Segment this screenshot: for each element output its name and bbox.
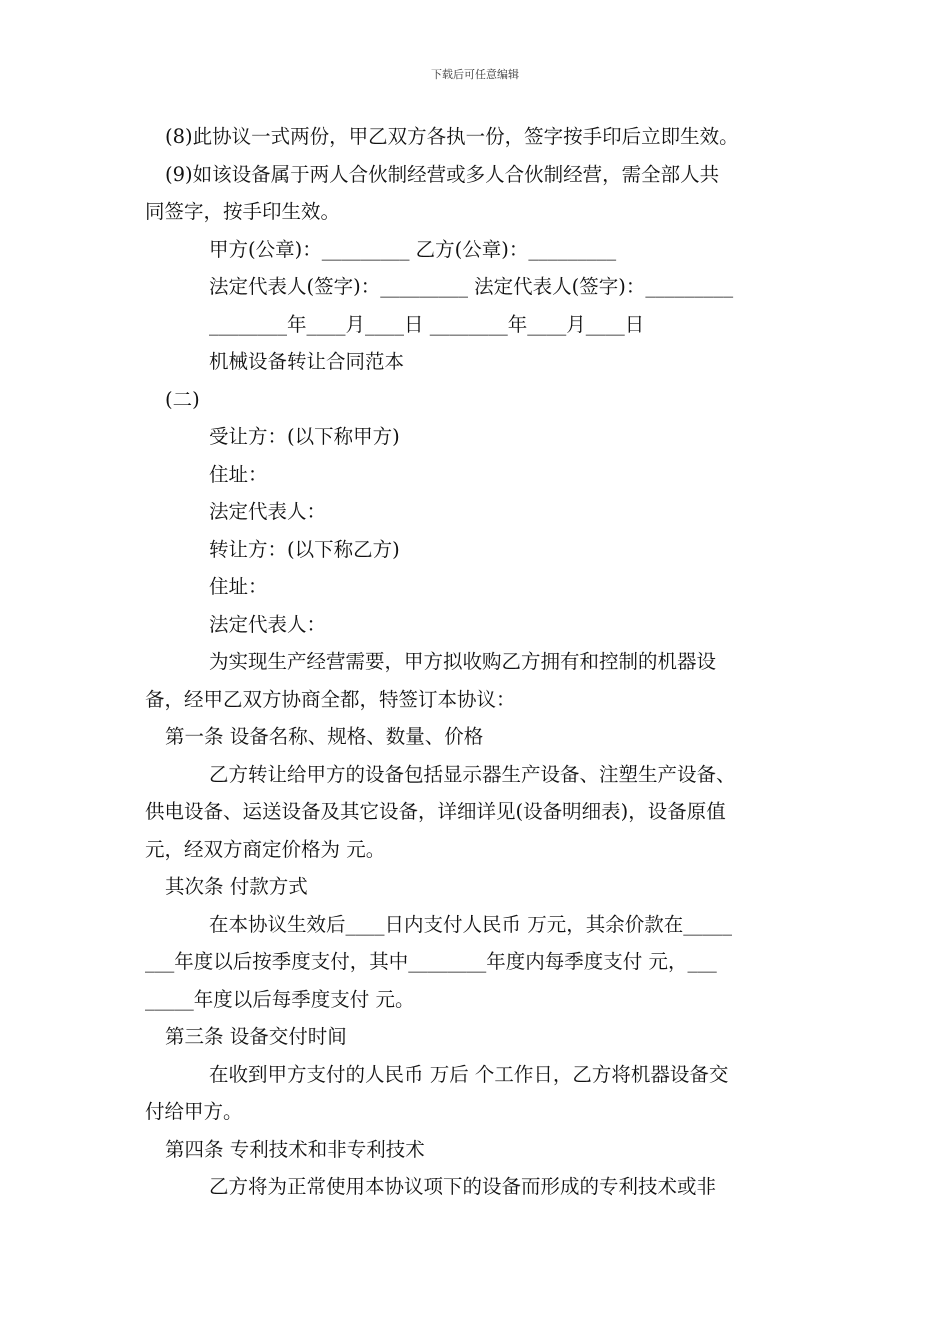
party-a-representative: 法定代表人：	[209, 500, 327, 523]
party-b-label: 转让方：(以下称乙方)	[209, 537, 400, 561]
page-header: 下载后可任意编辑	[431, 68, 519, 81]
article-4-line-1: 乙方将为正常使用本协议项下的设备而形成的专利技术或非	[209, 1175, 717, 1198]
party-b-representative: 法定代表人：	[209, 612, 327, 636]
seal-line: 甲方(公章)：_________ 乙方(公章)：_________	[209, 237, 617, 261]
article-1-line-3: 元，经双方商定价格为 元。	[145, 837, 386, 861]
clause-9-line-1: (9)如该设备属于两人合伙制经营或多人合伙制经营，需全部人共	[165, 162, 720, 186]
article-2-line-3: _____年度以后每季度支付 元。	[145, 987, 415, 1011]
article-2-heading: 其次条 付款方式	[165, 875, 308, 898]
preamble-line-2: 备，经甲乙双方协商全都，特签订本协议：	[145, 687, 516, 711]
section-title: 机械设备转让合同范本	[209, 350, 405, 373]
article-2-line-1: 在本协议生效后____日内支付人民币 万元，其余价款在_____	[209, 912, 732, 936]
clause-9-line-2: 同签字，按手印生效。	[145, 200, 341, 223]
preamble-line-1: 为实现生产经营需要，甲方拟收购乙方拥有和控制的机器设	[209, 650, 717, 673]
party-a-label: 受让方：(以下称甲方)	[209, 425, 400, 448]
article-3-heading: 第三条 设备交付时间	[165, 1025, 347, 1048]
article-2-line-2: ___年度以后按季度支付，其中________年度内每季度支付 元，___	[145, 950, 717, 973]
section-number: (二)	[165, 387, 200, 411]
party-b-address: 住址：	[209, 575, 268, 598]
article-3-line-2: 付给甲方。	[145, 1100, 243, 1123]
article-3-line-1: 在收到甲方支付的人民币 万后 个工作日，乙方将机器设备交	[209, 1062, 729, 1086]
document-body	[145, 118, 810, 1206]
article-4-heading: 第四条 专利技术和非专利技术	[165, 1137, 425, 1161]
date-line: ________年____月____日 ________年____月____日	[209, 312, 645, 336]
signature-line: 法定代表人(签字)：_________ 法定代表人(签字)：_________	[209, 275, 734, 298]
party-a-address: 住址：	[209, 462, 268, 486]
article-1-line-2: 供电设备、运送设备及其它设备，详细详见(设备明细表)，设备原值	[145, 800, 726, 823]
clause-8: (8)此协议一式两份，甲乙双方各执一份，签字按手印后立即生效。	[165, 125, 739, 148]
article-1-heading: 第一条 设备名称、规格、数量、价格	[165, 725, 484, 748]
article-1-line-1: 乙方转让给甲方的设备包括显示器生产设备、注塑生产设备、	[209, 762, 736, 786]
